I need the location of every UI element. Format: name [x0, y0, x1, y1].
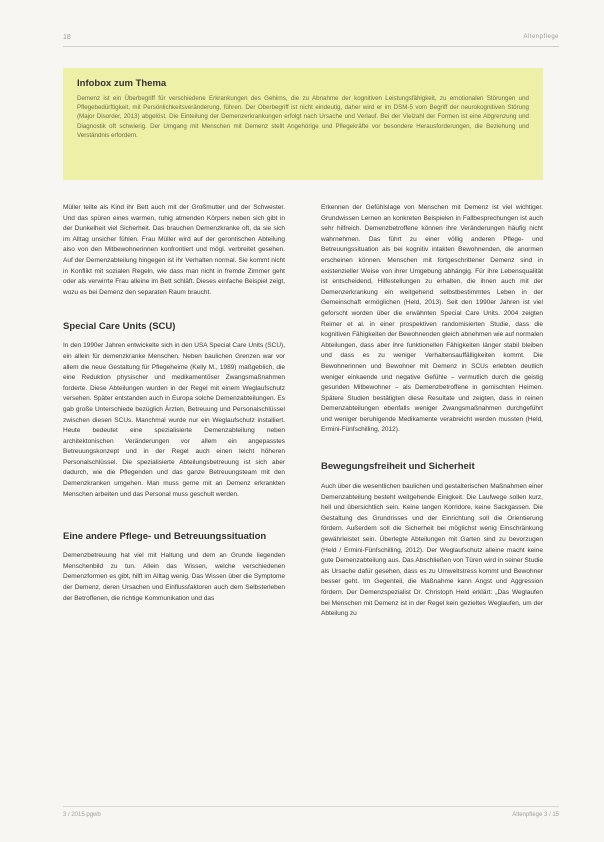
bottom-rule — [63, 806, 559, 807]
body-paragraph: Erkennen der Gefühlslage von Menschen mit Demenz ist viel wichtiger. Grundwissen Lernen an konkreten Beispielen in Fallbesprechungen ist auch sehr hilfreich. Demenzbetroffene können ihre Veränderungen häufig nicht wahrnehmen. Das führt zu einer völlig anderen Pflege- und Betreuungssituation als bei kognitiv intakten Bewohnenden, die anormen erscheinen können. Menschen mit fortgeschrittener Demenz sind in existenzieller Weise von ihrer Umgebung abhängig. Für ihre Lebensqualität ist entscheidend, Hilfestellungen zu erhalten, die ihnen auch mit der Demenzerkrankung ein weitgehend selbstbestimmtes Leben in der Gemeinschaft ermöglichen (Held, 2013). Seit den 1990er Jahren ist viel geforscht worden über die erwähnten Special Care Units. 2004 zeigten Reimer et al. in einer prospektiven randomisierten Studie, dass die kognitiven Fähigkeiten der Bewohnenden gleich abnehmen wie auf normalen Abteilungen, dass aber ihre funktionellen Fähigkeiten länger stabil bleiben und dass es zu weniger Verhaltensauffälligkeiten kommt. Die Bewohnerinnen und Bewohner mit Demenz in SCUs erlebten deutlich weniger einkaende und negative Gefühle – vermutlich durch die geistig gesunden Mitbewohner – als Demenzbetroffene in gemischten Heimen. Spätere Studien bestätigten diese Resultate und zeigten, dass in reinen Demenzabteilungen ebenfalls weniger Zwangsmaßnahmen durchgeführt und weniger beruhigende Medikamente verabreicht werden mussten (Held, Ermini-Fünfschilling, 2012). — [321, 204, 543, 434]
page-number: 18 — [63, 34, 71, 41]
infobox-title: Infobox zum Thema — [77, 78, 167, 89]
footer-right: Altenpflege 3 / 15 — [512, 812, 559, 818]
right-column — [321, 203, 543, 620]
left-column — [63, 203, 285, 604]
body-paragraph: In den 1990er Jahren entwickelte sich in den USA Special Care Units (SCU), ein allein für demenzkranke Menschen. Neben baulichen Grenzen war vor allem die neue Gestaltung für Pflegeheime (Kelly M., 1989) maßgeblich, die eine Reduktion physischer und medikamentöser Zwangsmaßnahmen forderte. Diese Abteilungen wurden in der Regel mit einem Weglaufschutz versehen. Später entstanden auch in Europa solche Demenzabteilungen. Es gab große Unterschiede bezüglich Ärzten, Betreuung und Personalschlüssel zwischen diesen SCUs. Manchmal wurde nur ein Weglaufschutz installiert. Heute bedeutet eine spezialisierte Demenzabteilung neben architektonischen Veränderungen vor allem ein angepasstes Betreuungskonzept und in der Regel auch einen leicht höheren Personalschlüssel. Die spezialisierte Abteilungsbetreuung ist sich aber dadurch, wie die Pflegenden und das ganze Betreuungsteam mit den Demenzkranken umgehen. Man muss gerne mit an Demenz erkrankten Menschen arbeiten und das Personal muss geschult werden. — [63, 342, 285, 498]
body-paragraph: Demenzbetreuung hat viel mit Haltung und dem an Grunde liegenden Menschenbild zu tun. Allein das Wissen, welche verschiedenen Demenzformen es gibt, hilft im Alltag wenig. Das Wissen über die Symptome der Demenz, deren Ursachen und Einflussfaktoren auch dem Selbsterleben der Betroffenen, die richtige Kommunikation und das — [63, 552, 285, 602]
footer-left: 3 / 2015 pgwb — [63, 812, 101, 818]
section-heading-bewegung: Bewegungsfreiheit und Sicherheit — [321, 461, 475, 473]
section-heading-scu: Special Care Units (SCU) — [63, 321, 176, 333]
infobox — [63, 68, 543, 180]
body-paragraph: Müller teilte als Kind ihr Bett auch mit der Großmutter und der Schwester. Und das spüren eines warmen, ruhig atmenden Körpers neben sich gibt in der Dunkelheit viel Sicherheit. Das brauchen Demenzkranke oft, da sie sich im Alltag unsicher fühlen. Frau Müller wird auf der gerontischen Abteilung also von den Mitbewohnerinnen konfrontiert und mögl. verbreitet gesehen. Auf der Demenzabteilung hingegen ist ihr Verhalten normal. Sie kommt nicht in Konflikt mit sozialen Regeln, wie dass man nicht in fremde Zimmer geht oder als verwirrte Frau alleine im Bett schläft. Dieses einfache Beispiel zeigt, wozu es bei Demenz den separaten Raum braucht. — [63, 204, 285, 296]
top-rule — [63, 46, 559, 47]
infobox-text: Demenz ist ein Überbegriff für verschiedene Erkrankungen des Gehirns, die zu Abnahme der kognitiven Leistungsfähigkeit, zu emotionalen Störungen und Pflegebedürftigkeit, mit Persönlichkeitsveränderung, führen. Der Oberbegriff ist nicht eindeutig, daher wird er im DSM-5 vom Begriff der neurokognitiven Störung (Major Disorder, 2013) abgelöst. Die Einteilung der Demenzerkrankungen erfolgt nach Ursache und Verlauf. Bei der Vielzahl der Formen ist eine Abgrenzung und Diagnostik oft schwierig. Der Umgang mit Menschen mit Demenz stellt Angehörige und Pflegekräfte vor besondere Herausforderungen, die Beziehung und Verständnis erfordern. — [77, 95, 529, 139]
section-heading-pflege: Eine andere Pflege- und Betreuungssituation — [63, 531, 267, 543]
body-paragraph: Auch über die wesentlichen baulichen und gestalterischen Maßnahmen einer Demenzabteilung besteht weitgehende Einigkeit. Die Laufwege sollen kurz, hell und übersichtlich sein. Keine langen Korridore, keine Sackgassen. Die Gestaltung des Grundrisses und der Einrichtung soll die Orientierung fördern. Außerdem soll die Sicherheit bei möglichst wenig Einschränkung gewährleistet sein. Überlegte Abteilungen mit Garten sind zu bevorzugen (Held / Ermini-Fünfschilling, 2012). Der Weglaufschutz alleine macht keine gute Demenzabteilung aus. Das Abschließen von Türen wird in seiner Studie als Ursache dafür gesehen, dass es zu Umweltstress kommt und Bewohner besser geht. Im Gegenteil, die Maßnahme kann Angst und Aggression fördern. Der Demenzspezialist Dr. Christoph Held erklärt: „Das Weglaufen bei Menschen mit Demenz ist in der Regel kein gezieltes Weglaufen, um der Abteilung zu — [321, 483, 543, 618]
magazine-name: Altenpflege — [523, 34, 559, 40]
